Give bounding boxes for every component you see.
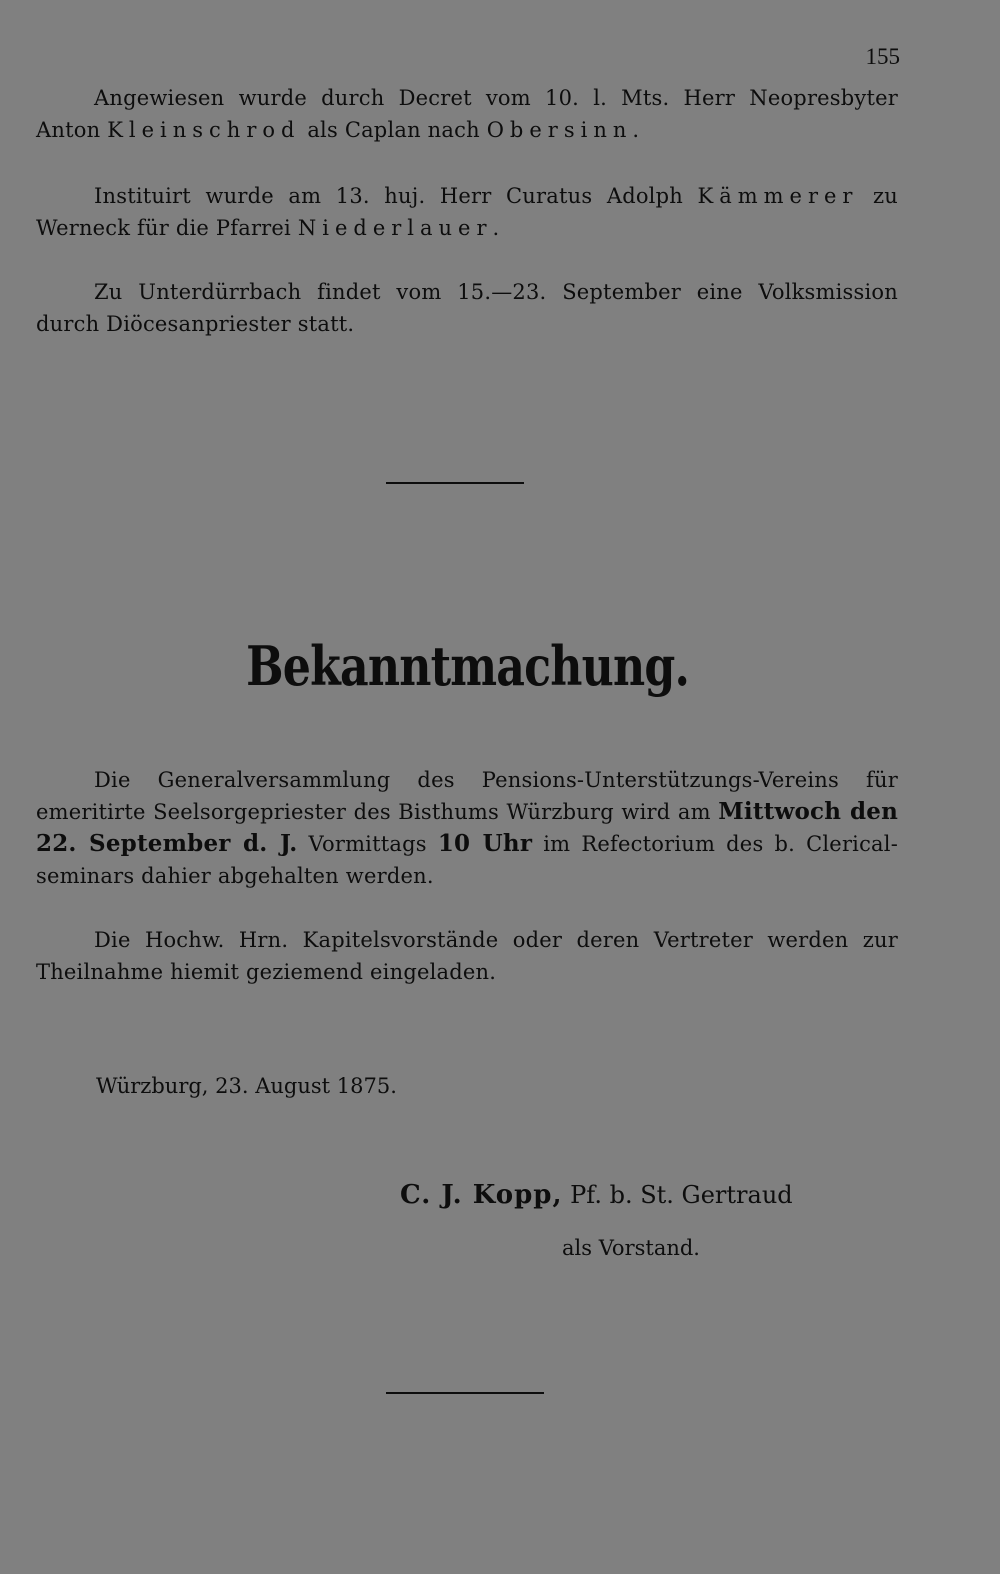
signatory-title: Pf. b. St. Gertraud <box>562 1181 793 1209</box>
invitation-paragraph <box>36 924 898 988</box>
notice-text: Instituirt wurde am 13. huj. Herr Curatus Adolph <box>94 184 698 208</box>
notice-paragraph-appointment <box>36 82 898 146</box>
section-divider <box>386 482 524 484</box>
invitation-text: Die Hochw. Hrn. Kapitelsvorstände oder deren Vertreter werden zur Theilnahme hiemit geziemend eingeladen. <box>36 928 898 984</box>
announcement-text: im Refectorium des b. Clerical-seminars dahier abgehalten werden. <box>36 832 898 888</box>
notice-text: zu Werneck für die Pfarrei <box>36 184 898 240</box>
page-title: Bekanntmachung. <box>246 634 690 698</box>
meeting-date: Mittwoch den 22. September d. J. <box>36 798 898 857</box>
notice-text: Zu Unterdürrbach findet vom 15.—23. September eine Volksmission durch Diöcesanpriester statt. <box>36 280 898 336</box>
person-name: Kleinschrod <box>107 118 301 142</box>
person-name: Kämmerer <box>697 184 859 208</box>
signatory-role: als Vorstand. <box>562 1236 700 1260</box>
place-name: Niederlauer <box>297 216 493 240</box>
page-number: 155 <box>865 44 900 69</box>
notice-text: Angewiesen wurde durch Decret vom 10. l. Mts. Herr Neopresbyter Anton <box>36 86 898 142</box>
signatory-name: C. J. Kopp, <box>400 1180 563 1210</box>
announcement-text: Die Generalversammlung des Pensions-Unterstützungs-Vereins für emeritirte Seelsorgepriester des Bisthums Würzburg wird am <box>36 768 898 824</box>
notice-text: . <box>492 216 500 240</box>
place-name: Obersinn <box>486 118 633 142</box>
notice-text: als Caplan nach <box>300 118 487 142</box>
signature-line <box>400 1180 793 1210</box>
announcement-text: Vormittags <box>297 832 438 856</box>
meeting-time: 10 Uhr <box>437 830 533 857</box>
notice-paragraph-mission <box>36 276 898 340</box>
place-date: Würzburg, 23. August 1875. <box>96 1074 397 1098</box>
footer-divider <box>386 1392 544 1394</box>
notice-text: . <box>632 118 640 142</box>
announcement-paragraph <box>36 764 898 892</box>
notice-paragraph-institution <box>36 180 898 244</box>
